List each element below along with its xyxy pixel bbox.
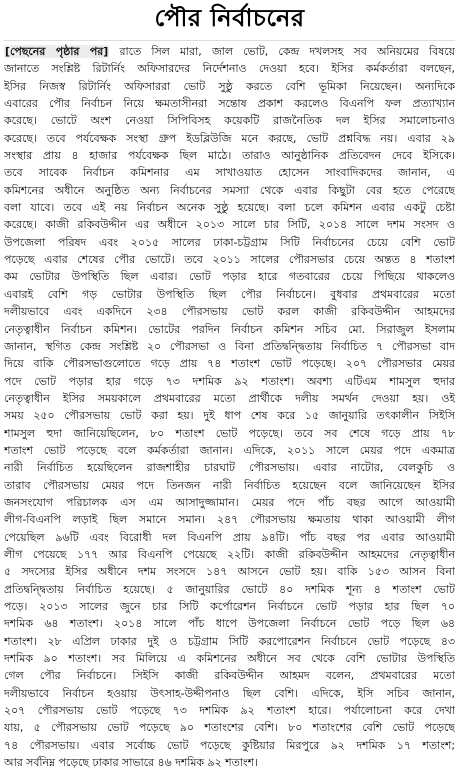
article-line-text: ইসির নিজস্ব রিটার্নিং অফিসাররা ভোট সুষ্ঠু করতে বেশি ভূমিকা নিয়েছেন। অন্যদিকে: [4, 79, 455, 93]
article-line-text: শতাংশ। ২৮ এপ্রিল ঢাকার দুই ও চট্টগ্রাম সিটি করপোরেশন নির্বাচনে ভোট পড়েছে ৪৩: [4, 634, 455, 648]
article-line: [4, 286, 455, 303]
article-line-text: করেছে। কাজী রকিবউদ্দীন এর অধীনে ২০১৩ সালে চার সিটি, ২০১৪ সালে দশম সংসদ ও: [4, 218, 455, 232]
article-line: [4, 251, 455, 268]
article-line: [4, 494, 455, 511]
article-line-text: এবারই বেশি গড় ভোটার উপস্থিতি ছিল পৌর নির্বাচনে। বুধবার প্রথমবারের মতো: [4, 287, 455, 301]
article-line-text: দশমিক ৯০ শতাংশ। সব মিলিয়ে এ কমিশনের অধীনে সব থেকে বেশি ভোটার উপস্থিতি: [4, 652, 455, 666]
continued-label: [পেছনের পৃষ্ঠার পর]: [5, 45, 109, 58]
article-line: [4, 338, 455, 355]
article-line-text: পদে ভোট পড়ার হার গড়ে ৭৩ দশমিক ৯২ শতাংশ। অবশ্য এটিএম শামসুল হুদার: [4, 374, 455, 388]
article-line: [4, 581, 455, 598]
article-line: [4, 529, 455, 546]
article-line-text: নেতৃত্বাধীন ইসির সময়কালে প্রথমবারের মতো প্রার্থীকে দলীয় সমর্থন দেওয়া হয়। ওই: [4, 391, 455, 405]
article-line-text: আর সর্বনিম্ন পড়েছে ঢাকার সাভারে ৪৬ দশমিক ৯২ শতাংশ।: [4, 756, 258, 770]
article-line-text: গেল পৌর নির্বাচনে। সিইসি কাজী রকিবউদ্দীন আহমদ বলেন, প্রথমবারের মতো: [4, 669, 455, 683]
article-line-text: সময় ২৫০ পৌরসভায় ভোট করা হয়। দুই ধাপ শেষ করে ১৫ জানুয়ারি তৎকালীন সিইসি: [4, 409, 455, 423]
article-line: [4, 373, 455, 390]
article-line-text: রাতে সিল মারা, জাল ভোট, কেন্দ্র দখলসহ সব অনিয়মের বিষয়ে: [109, 45, 455, 58]
article-line-text: করেছে। ভোটে অংশ নেওয়া সিপিবিসহ কয়েকটি রাজনৈতিক দল ইসির সমালোচনাও: [4, 114, 455, 128]
article-line: [4, 563, 455, 580]
article-line: [4, 650, 455, 667]
article-line: [4, 442, 455, 459]
article-line: [4, 268, 455, 285]
article-line: [4, 234, 455, 251]
article-line-text: ২০৭ পৌরসভায় ভোট পড়েছে ৭৩ দশমিক ৯২ শতাংশ হারে। পর্যালোচনা করে দেখা: [4, 704, 455, 718]
article-line-text: কমিশনের অধীনে অনুষ্ঠিত অন্য নির্বাচনের সমস্যা থেকে এবার কিছুটা বের হতে পেরেছে: [4, 183, 455, 197]
article-line-text: জানান, স্থগিত কেন্দ্র সংশ্লিষ্ট ২০ পৌরসভা ও বিনা প্রতিদ্বন্দ্বিতায় নির্বাচিত ৭ পৌরসভা বাদ: [4, 339, 455, 353]
article-line: [4, 390, 455, 407]
article-line: [4, 477, 455, 494]
article-line-text: পড়ে। ২০১৩ সালের জুনে চার সিটি কর্পোরেশন নির্বাচনে ভোট পড়ার হার ছিল ৭০: [4, 600, 455, 613]
article-line-text: নারী নির্বাচিত হয়েছিলেন রাজশাহীর চারঘাট পৌরসভায়। এবার নাটোর, বেলকুচি ও: [4, 461, 455, 475]
article-line: [4, 216, 455, 233]
article-line-text: লীগ পেয়েছে ১৭৭ আর বিএনপি পেয়েছে ২২টি। কাজী রকিবউদ্দীন আহমদের নেতৃত্বাধীন: [4, 547, 455, 561]
article-line: [4, 719, 455, 736]
article-line: [4, 112, 455, 129]
article-line: [4, 43, 455, 60]
article-line-text: করেছে। তবে পর্যবেক্ষক সংস্থা গ্রুপ ইডব্লিউজি মনে করছে, ভোট প্রশ্নবিদ্ধ নয়। এবার ২৯: [4, 131, 455, 145]
article-line: [4, 598, 455, 615]
article-line-text: ৭৪ পৌরসভায়। এবার সর্বোচ্চ ভোট পড়েছে কুষ্টিয়ার মিরপুরে ৯২ দশমিক ১৭ শতাংশ;: [4, 738, 455, 752]
article-line-text: পেয়েছিল ৯৬টি এবং বিরোধী দল বিএনপি প্রায় ৯৪টি। পাঁচ বছর পর এবার আওয়ামী: [4, 530, 455, 544]
article-line: [4, 702, 455, 719]
article-line: [4, 303, 455, 320]
article-line-text: দশমিক ৬৪ শতাংশ। ২০১৪ সালে পাঁচ ধাপে উপজেলা নির্বাচনে ভোট পড়ে ছিল ৬৪: [4, 617, 455, 631]
article-line: [4, 130, 455, 147]
article-line: [4, 667, 455, 684]
article-line: [4, 321, 455, 338]
article-line-text: দলীয়ভাবে নির্বাচন হওয়ায় উৎসাহ-উদ্দীপনাও ছিল বেশি। এদিকে, ইসি সচিব জানান,: [4, 686, 455, 700]
article-line-text: দলীয়ভাবে এবং একদিনে ২৩৪ পৌরসভায় ভোট করল কাজী রকিবউদ্দীন আহমদের: [4, 305, 455, 319]
article-line-text: ৫ সদস্যের ইসির অধীনে দশম সংসদে ১৪৭ আসনে ভোট হয়। বাকি ১৫৩ আসন বিনা: [4, 565, 455, 579]
article-line-text: তারাব পৌরসভায় মেয়র পদে তিনজন নারী নির্বাচিত হয়েছেন বলে জানিয়েছেন ইসির: [4, 478, 455, 492]
article-line-text: শতাংশ ভোট পড়েছে বলে কর্মকর্তারা জানান। এদিকে, ২০১১ সালে মেয়র পদে একমাত্র: [4, 443, 455, 457]
article-line: [4, 199, 455, 216]
article-line: [4, 459, 455, 476]
article-line: [4, 60, 455, 77]
article-line-text: লীগ-বিএনপি লড়াই ছিল সমানে সমান। ২৪৭ পৌরসভায় ক্ষমতায় থাকা আওয়ামী লীগ: [4, 513, 455, 527]
article-body: [4, 43, 455, 771]
article-line: [4, 355, 455, 372]
article-line: [4, 633, 455, 650]
article-line: [4, 546, 455, 563]
article-line: [4, 425, 455, 442]
article-line: [4, 615, 455, 632]
article-line-text: জনসংযোগ পরিচালক এস এম আসাদুজ্জামান। মেয়র পদে পাঁচ বছর আগে আওয়ামী: [4, 495, 455, 509]
article-line-text: যায়, ৫ পৌরসভায় ভোট পড়েছে ৯০ শতাংশের বেশি। ৮০ শতাংশের বেশি ভোট পড়েছে: [4, 721, 455, 735]
article-line: [4, 685, 455, 702]
article-line: [4, 407, 455, 424]
article-line-text: সংস্থার প্রায় ৪ হাজার পর্যবেক্ষক ছিল মাঠে। তারাও আনুষ্ঠানিক প্রতিবেদন দেবে ইসিকে।: [4, 149, 455, 163]
article-line-text: জানাতে সংশ্লিষ্ট রিটার্নিং অফিসারদের নির্দেশনাও দেওয়া হবে। ইসির কর্মকর্তারা বলছেন,: [4, 62, 455, 76]
article-line: [4, 147, 455, 164]
article-line: [4, 754, 455, 771]
article-line: [4, 182, 455, 199]
article-line: [4, 737, 455, 754]
article-line: [4, 511, 455, 528]
article-line-text: উপজেলা পরিষদ এবং ২০১৫ সালের ঢাকা-চট্টগ্রাম সিটি নির্বাচনের চেয়ে বেশি ভোট: [4, 235, 455, 249]
article-line: [4, 164, 455, 181]
article-line: [4, 95, 455, 112]
headline: পৌর নির্বাচনের: [4, 0, 455, 41]
article-line-text: এবারের পৌর নির্বাচন নিয়ে ক্ষমতাসীনরা সন্তোষ প্রকাশ করলেও বিএনপি ফল প্রত্যাখ্যান: [4, 97, 455, 111]
article-line-text: পড়েছে এবার শেষের পৌর ভোটে। তবে ২০১১ সালের পৌরসভার চেয়ে অন্তত ৪ শতাংশ: [4, 253, 455, 267]
article-line-text: দিয়ে বাকি পৌরসভাগুলোতে গড়ে প্রায় ৭৪ শতাংশ ভোট পড়েছে। ২০৭ পৌরসভার মেয়র: [4, 357, 455, 371]
article-line-text: তবে সাবেক নির্বাচন কমিশনার এম সাখাওয়াত হোসেন সাংবাদিকদের জানান, এ: [4, 166, 455, 180]
article-line-text: কম ভোটার উপস্থিতি ছিল এবার। ভোট পড়ার হারে গতবারের চেয়ে পিছিয়ে থাকলেও: [4, 270, 455, 284]
article-line-text: প্রতিদ্বন্দ্বিতায় নির্বাচিত হয়েছে। ৫ জানুয়ারির ভোটে ৪০ দশমিক শূন্য ৪ শতাংশ ভোট: [4, 582, 455, 596]
article-line-text: বলা যাবে। তবে এই নয় নির্বাচন অনেক সুষ্ঠু হয়েছে। বলা চলে কমিশন এবার একটু চেষ্টা: [4, 201, 455, 215]
article-line-text: শামসুল হুদা জানিয়েছিলেন, ৮০ শতাংশ ভোট পড়েছে। তবে সব শেষে গড়ে প্রায় ৭৮: [4, 426, 455, 440]
article-line: [4, 78, 455, 95]
article-line-text: নেতৃত্বাধীন নির্বাচন কমিশন। ভোটের পরদিন নির্বাচন কমিশন সচিব মো. সিরাজুল ইসলাম: [4, 322, 455, 336]
